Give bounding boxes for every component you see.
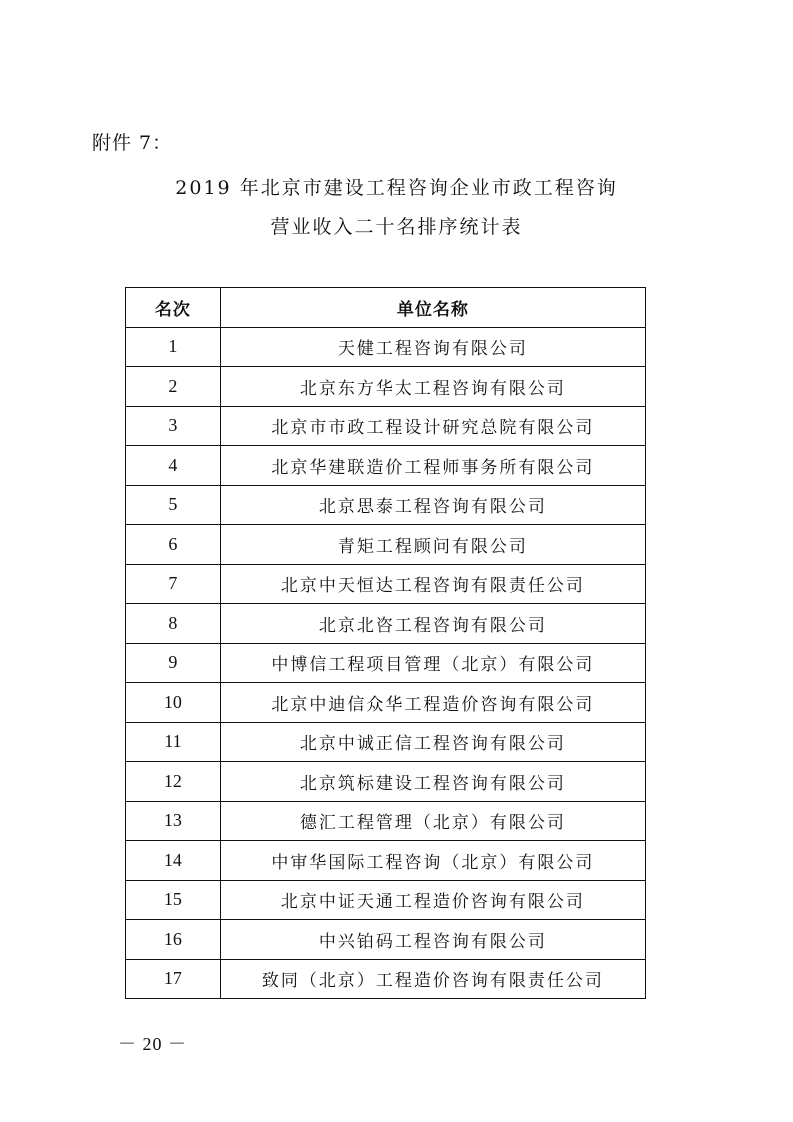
company-name-column-header: 单位名称 [220, 288, 645, 328]
company-name-cell: 北京思泰工程咨询有限公司 [220, 485, 645, 525]
company-name-cell: 德汇工程管理（北京）有限公司 [220, 801, 645, 841]
table-row [126, 959, 646, 999]
page-number: － 20 － [118, 1034, 187, 1054]
rank-cell: 17 [126, 959, 221, 999]
table-row [126, 801, 646, 841]
rank-cell: 7 [126, 564, 221, 604]
rank-cell: 9 [126, 643, 221, 683]
table-row [126, 920, 646, 960]
table-row [126, 643, 646, 683]
rank-cell: 3 [126, 406, 221, 446]
rank-cell: 11 [126, 722, 221, 762]
rank-cell: 13 [126, 801, 221, 841]
rank-cell: 6 [126, 525, 221, 565]
company-name-cell: 北京中诚正信工程咨询有限公司 [220, 722, 645, 762]
table-row [126, 367, 646, 407]
document-title-line-2: 营业收入二十名排序统计表 [270, 216, 523, 238]
rank-column-header: 名次 [126, 288, 221, 328]
company-name-cell: 北京中天恒达工程咨询有限责任公司 [220, 564, 645, 604]
rank-cell: 10 [126, 683, 221, 723]
document-title-line-1: 2019 年北京市建设工程咨询企业市政工程咨询 [175, 177, 618, 199]
rank-cell: 16 [126, 920, 221, 960]
company-name-cell: 中兴铂码工程咨询有限公司 [220, 920, 645, 960]
table-row [126, 683, 646, 723]
company-name-cell: 北京中证天通工程造价咨询有限公司 [220, 880, 645, 920]
rank-cell: 1 [126, 327, 221, 367]
table-row [126, 880, 646, 920]
table-header-row [126, 288, 646, 328]
table-row [126, 406, 646, 446]
table-row [126, 525, 646, 565]
rank-cell: 4 [126, 446, 221, 486]
rank-cell: 2 [126, 367, 221, 407]
company-name-cell: 北京东方华太工程咨询有限公司 [220, 367, 645, 407]
company-name-cell: 致同（北京）工程造价咨询有限责任公司 [220, 959, 645, 999]
table-row [126, 564, 646, 604]
company-name-cell: 北京筑标建设工程咨询有限公司 [220, 762, 645, 802]
table-row [126, 604, 646, 644]
rank-cell: 8 [126, 604, 221, 644]
table-row [126, 485, 646, 525]
company-name-cell: 中博信工程项目管理（北京）有限公司 [220, 643, 645, 683]
table-row [126, 722, 646, 762]
company-name-cell: 青矩工程顾问有限公司 [220, 525, 645, 565]
company-name-cell: 中审华国际工程咨询（北京）有限公司 [220, 841, 645, 881]
company-name-cell: 北京中迪信众华工程造价咨询有限公司 [220, 683, 645, 723]
table-row [126, 762, 646, 802]
company-name-cell: 天健工程咨询有限公司 [220, 327, 645, 367]
attachment-label: 附件 7： [92, 132, 173, 154]
table-row [126, 446, 646, 486]
rank-cell: 5 [126, 485, 221, 525]
rank-cell: 12 [126, 762, 221, 802]
company-name-cell: 北京北咨工程咨询有限公司 [220, 604, 645, 644]
table-row [126, 841, 646, 881]
table-row [126, 327, 646, 367]
rank-cell: 15 [126, 880, 221, 920]
rank-cell: 14 [126, 841, 221, 881]
ranking-table [125, 287, 646, 999]
company-name-cell: 北京市市政工程设计研究总院有限公司 [220, 406, 645, 446]
company-name-cell: 北京华建联造价工程师事务所有限公司 [220, 446, 645, 486]
